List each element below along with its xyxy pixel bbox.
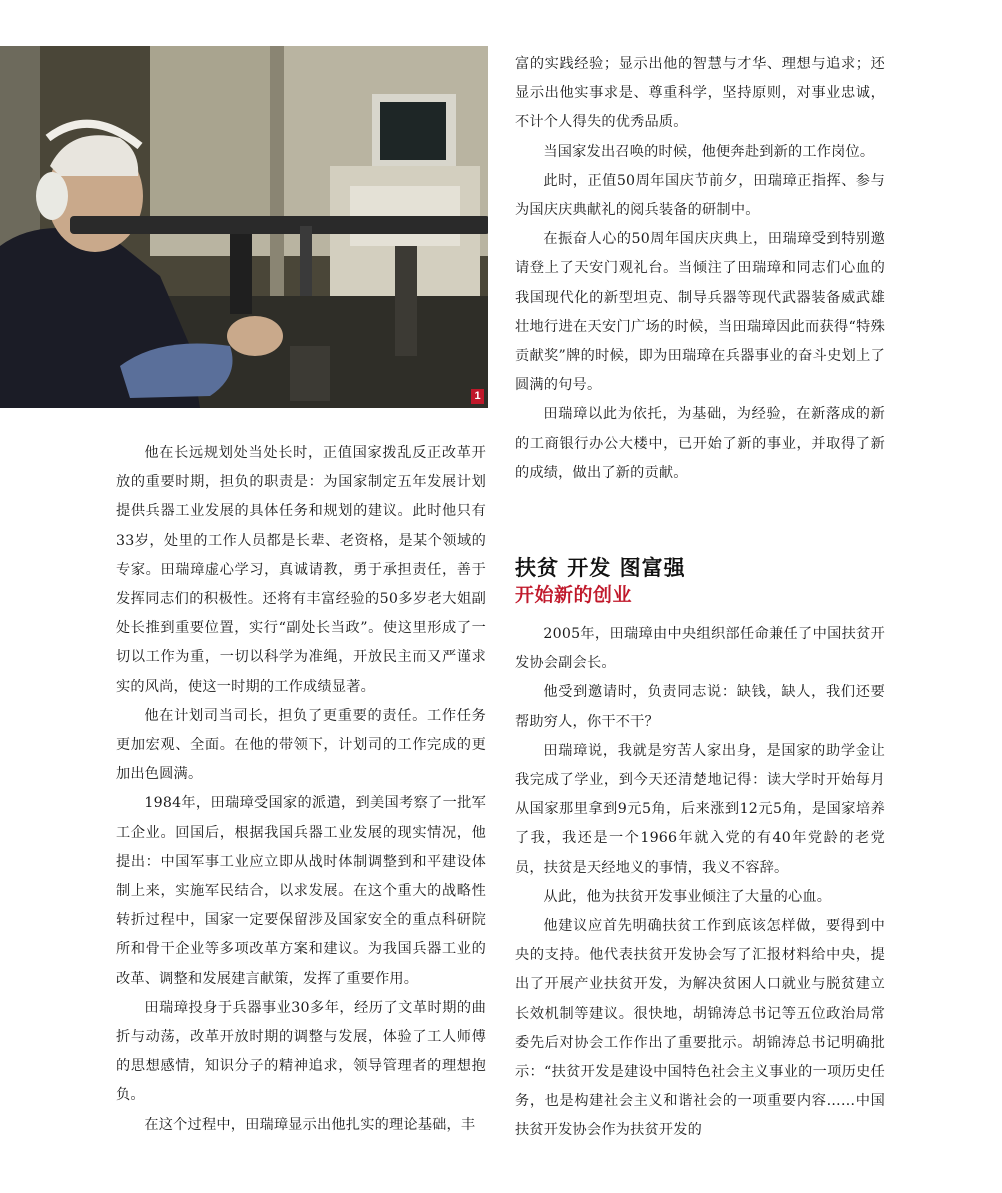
paragraph: 他在长远规划处当处长时，正值国家拨乱反正改革开放的重要时期，担负的职责是：为国家制定五年发展计划提供兵器工业发展的具体任务和规划的建议。此时他只有33岁，处里的工作人员都是长辈、老资格，是某个领域的专家。田瑞璋虚心学习，真诚请教，勇于承担责任，善于发挥同志们的积极性。还将有丰富经验的50多岁老大姐副处长推到重要位置，实行“副处长当政”。使这里形成了一切以工作为重，一切以科学为准绳，开放民主而又严谨求实的风尚，使这一时期的工作成绩显著。 xyxy=(116,445,486,695)
section-title: 扶贫 开发 图富强 xyxy=(515,556,686,580)
paragraph: 他在计划司当司长，担负了更重要的责任。工作任务更加宏观、全面。在他的带领下，计划司的工作完成的更加出色圆满。 xyxy=(116,707,486,783)
paragraph: 他建议应首先明确扶贫工作到底该怎样做，要得到中央的支持。他代表扶贫开发协会写了汇报材料给中央，提出了开展产业扶贫开发，为解决贫困人口就业与脱贫建立长效机制等建议。很快地，胡锦涛总书记等五位政治局常委先后对协会工作作出了重要批示。胡锦涛总书记明确批示：“扶贫开发是建设中国特色社会主义事业的一项历史任务，也是构建社会主义和谐社会的一项重要内容……中国扶贫开发协会作为扶贫开发的 xyxy=(515,918,885,1139)
paragraph: 从此，他为扶贫开发事业倾注了大量的心血。 xyxy=(543,888,832,905)
paragraph-continuation: 富的实践经验；显示出他的智慧与才华、理想与追求；还显示出他实事求是、尊重科学，坚持原则，对事业忠诚，不计个人得失的优秀品质。 xyxy=(515,56,885,131)
paragraph: 当国家发出召唤的时候，他便奔赴到新的工作岗位。 xyxy=(543,143,875,160)
photo-illustration xyxy=(0,46,488,408)
section-subtitle: 开始新的创业 xyxy=(515,584,633,606)
photo-number-badge: 1 xyxy=(471,389,484,404)
paragraph: 他受到邀请时，负责同志说：缺钱，缺人，我们还要帮助穷人，你干不干？ xyxy=(515,684,885,730)
paragraph: 2005年，田瑞璋由中央组织部任命兼任了中国扶贫开发协会副会长。 xyxy=(515,626,885,672)
paragraph: 田瑞璋投身于兵器事业30多年，经历了文革时期的曲折与动荡，改革开放时期的调整与发展，体验了工人师傅的思想感情，知识分子的精神追求，领导管理者的理想抱负。 xyxy=(116,999,486,1104)
section-heading xyxy=(515,554,885,608)
right-text-column-bottom xyxy=(515,620,885,1146)
paragraph: 1984年，田瑞璋受国家的派遣，到美国考察了一批军工企业。回国后，根据我国兵器工业发展的现实情况，他提出：中国军事工业应立即从战时体制调整到和平建设体制上来，实施军民结合，以求发展。在这个重大的战略性转折过程中，国家一定要保留涉及国家安全的重点科研院所和骨干企业等多项改革方案和建议。为我国兵器工业的改革、调整和发展建言献策，发挥了重要作用。 xyxy=(116,795,486,987)
paragraph: 在这个过程中，田瑞璋显示出他扎实的理论基础，丰 xyxy=(144,1116,476,1133)
paragraph: 田瑞璋以此为依托，为基础，为经验，在新落成的新的工商银行办公大楼中，已开始了新的事业，并取得了新的成绩，做出了新的贡献。 xyxy=(515,406,885,481)
paragraph: 此时，正值50周年国庆节前夕，田瑞璋正指挥、参与为国庆庆典献礼的阅兵装备的研制中。 xyxy=(515,172,885,219)
paragraph: 在振奋人心的50周年国庆庆典上，田瑞璋受到特别邀请登上了天安门观礼台。当倾注了田瑞璋和同志们心血的我国现代化的新型坦克、制导兵器等现代武器装备威武雄壮地行进在天安门广场的时候，当田瑞璋因此而获得“特殊贡献奖”牌的时候，即为田瑞璋在兵器事业的奋斗史划上了圆满的句号。 xyxy=(515,231,885,394)
paragraph: 田瑞璋说，我就是穷苦人家出身，是国家的助学金让我完成了学业，到今天还清楚地记得：读大学时开始每月从国家那里拿到9元5角，后来涨到12元5角，是国家培养了我，我还是一个1966年就入党的有40年党龄的老党员，扶贫是天经地义的事情，我义不容辞。 xyxy=(515,742,885,876)
article-photo xyxy=(0,46,488,408)
right-text-column-top xyxy=(515,50,885,488)
left-text-column xyxy=(116,439,486,1140)
